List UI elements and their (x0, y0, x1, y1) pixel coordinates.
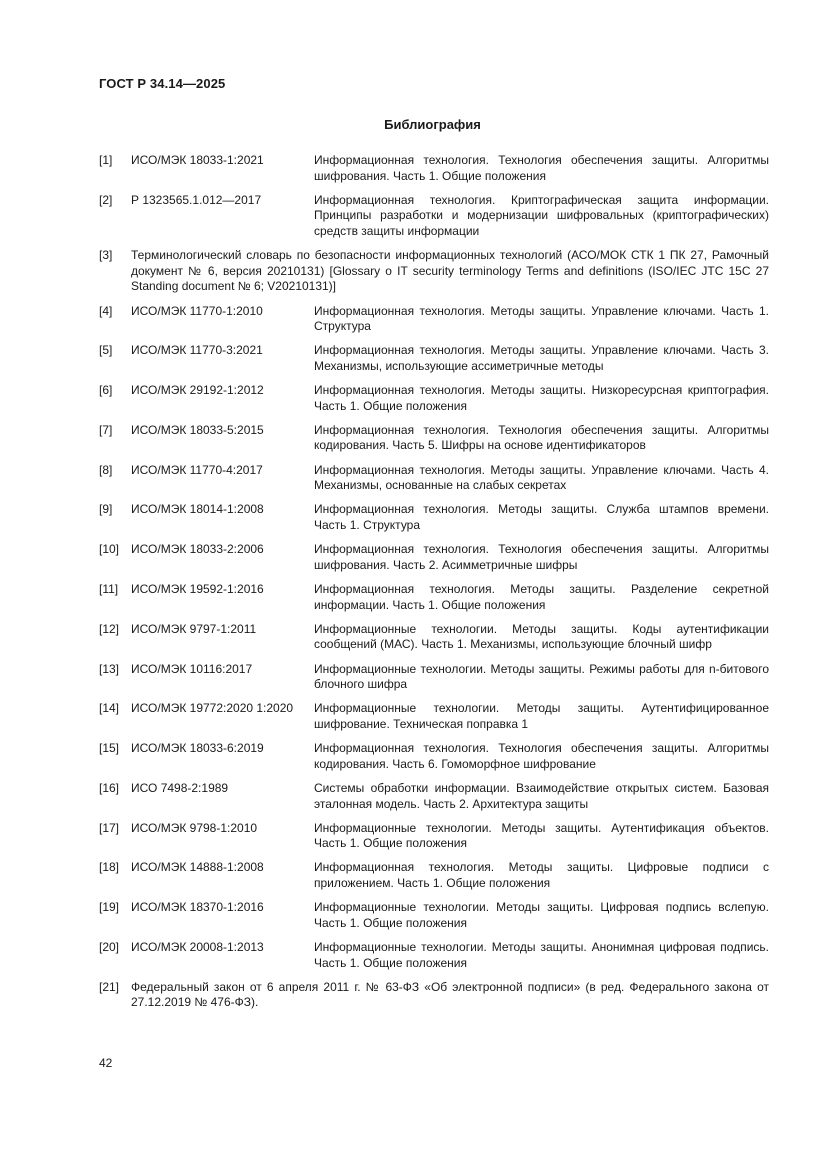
entry-standard-code: ИСО/МЭК 11770-3:2021 (131, 343, 263, 358)
entry-title: Информационная технология. Методы защиты. Управление ключами. Часть 1. Структура (314, 303, 769, 334)
bibliography-entry (99, 582, 769, 613)
section-title: Библиография (384, 117, 481, 132)
bibliography-entry (99, 980, 769, 1011)
entry-title: Информационная технология. Технология обеспечения защиты. Алгоритмы шифрования. Часть 1. Общие положения (314, 153, 769, 183)
entry-title: Информационная технология. Методы защиты. Цифровые подписи с приложением. Часть 1. Общие положения (314, 860, 769, 891)
entry-number: [5] (99, 343, 113, 358)
entry-title: Информационная технология. Методы защиты. Низкоресурсная криптография. Часть 1. Общие положения (314, 383, 769, 413)
bibliography-entry (99, 153, 769, 184)
bibliography-entry (99, 860, 769, 891)
entry-standard-code: ИСО/МЭК 19772:2020 1:2020 (131, 701, 294, 716)
bibliography-entry (99, 463, 769, 494)
bibliography-entry (99, 502, 769, 533)
entry-number: [6] (99, 383, 113, 398)
entry-number: [7] (99, 422, 113, 437)
entry-standard-code: ИСО/МЭК 18033-6:2019 (131, 741, 264, 756)
bibliography-entry (99, 542, 769, 573)
entry-standard-code: ИСО/МЭК 20008-1:2013 (131, 940, 264, 955)
entry-title: Информационная технология. Методы защиты. Управление ключами. Часть 4. Механизмы, основанные на слабых секретах (314, 462, 769, 493)
page-number: 42 (99, 1056, 113, 1070)
entry-number: [1] (99, 153, 113, 167)
entry-standard-code: ИСО/МЭК 19592-1:2016 (131, 582, 264, 596)
entry-number: [9] (99, 502, 113, 517)
entry-title: Информационные технологии. Методы защиты. Режимы работы для n-битового блочного шифра (314, 661, 769, 692)
entry-number: [11] (99, 582, 119, 596)
entry-title: Информационная технология. Технология обеспечения защиты. Алгоритмы кодирования. Часть 6. Гомоморфное шифрование (314, 741, 769, 771)
entry-title: Информационные технологии. Методы защиты. Цифровая подпись вслепую. Часть 1. Общие положения (314, 900, 769, 930)
bibliography-entry (99, 383, 769, 414)
entry-number: [10] (99, 542, 120, 557)
bibliography-entry (99, 662, 769, 693)
entry-number: [3] (99, 248, 113, 263)
bibliography-entry (99, 248, 769, 295)
bibliography-entry (99, 343, 769, 374)
entry-standard-code: Р 1323565.1.012—2017 (131, 192, 262, 207)
entry-title: Федеральный закон от 6 апреля 2011 г. № 63-ФЗ «Об электронной подписи» (в ред. Федерального закона от 27.12.2019 № 476-ФЗ). (131, 979, 769, 1010)
entry-number: [19] (99, 900, 120, 915)
entry-title: Системы обработки информации. Взаимодействие открытых систем. Базовая эталонная модель. Часть 2. Архитектура защиты (314, 780, 769, 811)
bibliography-entry (99, 781, 769, 812)
entry-title: Информационная технология. Технология обеспечения защиты. Алгоритмы шифрования. Часть 2. Асимметричные шифры (314, 542, 769, 572)
entry-standard-code: ИСО/МЭК 14888-1:2008 (131, 860, 264, 875)
bibliography-entry (99, 940, 769, 971)
entry-number: [8] (99, 462, 113, 477)
entry-number: [15] (99, 741, 120, 756)
entry-standard-code: ИСО/МЭК 11770-1:2010 (131, 303, 263, 318)
entry-title: Информационные технологии. Методы защиты. Коды аутентификации сообщений (МАС). Часть 1. Механизмы, использующие блочный шифр (314, 621, 769, 652)
entry-number: [16] (99, 780, 120, 795)
bibliography-entry (99, 821, 769, 852)
entry-standard-code: ИСО/МЭК 9797-1:2011 (131, 621, 257, 636)
bibliography-list (99, 153, 769, 1020)
entry-standard-code: ИСО/МЭК 29192-1:2012 (131, 383, 264, 398)
entry-title: Информационные технологии. Методы защиты. Аутентификация объектов. Часть 1. Общие положения (314, 820, 769, 851)
bibliography-entry (99, 304, 769, 335)
entry-number: [18] (99, 860, 120, 875)
entry-number: [20] (99, 940, 120, 955)
bibliography-entry (99, 900, 769, 931)
bibliography-entry (99, 423, 769, 454)
entry-title: Информационная технология. Методы защиты. Разделение секретной информации. Часть 1. Общие положения (314, 582, 769, 612)
entry-standard-code: ИСО 7498-2:1989 (131, 780, 229, 795)
entry-number: [13] (99, 661, 120, 676)
entry-number: [21] (99, 979, 120, 994)
bibliography-entry (99, 193, 769, 240)
entry-title: Информационная технология. Технология обеспечения защиты. Алгоритмы кодирования. Часть 5. Шифры на основе идентификаторов (314, 422, 769, 453)
bibliography-entry (99, 701, 769, 732)
entry-number: [4] (99, 303, 113, 318)
entry-title: Информационные технологии. Методы защиты. Аутентифицированное шифрование. Техническая поправка 1 (314, 701, 769, 731)
entry-number: [2] (99, 192, 113, 207)
entry-title: Информационная технология. Криптографическая защита информации. Принципы разработки и модернизации шифровальных (криптографических) средств защиты информации (314, 192, 769, 238)
entry-standard-code: ИСО/МЭК 18033-1:2021 (131, 153, 264, 167)
entry-standard-code: ИСО/МЭК 18033-5:2015 (131, 422, 264, 437)
entry-standard-code: ИСО/МЭК 11770-4:2017 (131, 462, 263, 477)
entry-title: Информационные технологии. Методы защиты. Анонимная цифровая подпись. Часть 1. Общие положения (314, 940, 769, 970)
entry-standard-code: ИСО/МЭК 10116:2017 (131, 661, 253, 676)
entry-title: Информационная технология. Методы защиты. Служба штампов времени. Часть 1. Структура (314, 502, 769, 533)
entry-title: Терминологический словарь по безопасности информационных технологий (АСО/МОК СТК 1 ПК 27, Рамочный документ № 6, версия 20210131) [Glossary о IT security terminology Terms and definitions (ISO/IEC JTC 15С 27 Standing document № 6; V20210131)] (131, 248, 769, 294)
entry-title: Информационная технология. Методы защиты. Управление ключами. Часть 3. Механизмы, использующие ассиметричные методы (314, 343, 769, 373)
bibliography-entry (99, 622, 769, 653)
entry-number: [14] (99, 701, 120, 716)
entry-standard-code: ИСО/МЭК 18033-2:2006 (131, 542, 264, 557)
document-code: ГОСТ Р 34.14—2025 (99, 76, 226, 91)
entry-standard-code: ИСО/МЭК 9798-1:2010 (131, 820, 258, 835)
entry-number: [17] (99, 820, 120, 835)
bibliography-entry (99, 741, 769, 772)
entry-number: [12] (99, 621, 120, 636)
entry-standard-code: ИСО/МЭК 18370-1:2016 (131, 900, 264, 915)
entry-standard-code: ИСО/МЭК 18014-1:2008 (131, 502, 264, 517)
